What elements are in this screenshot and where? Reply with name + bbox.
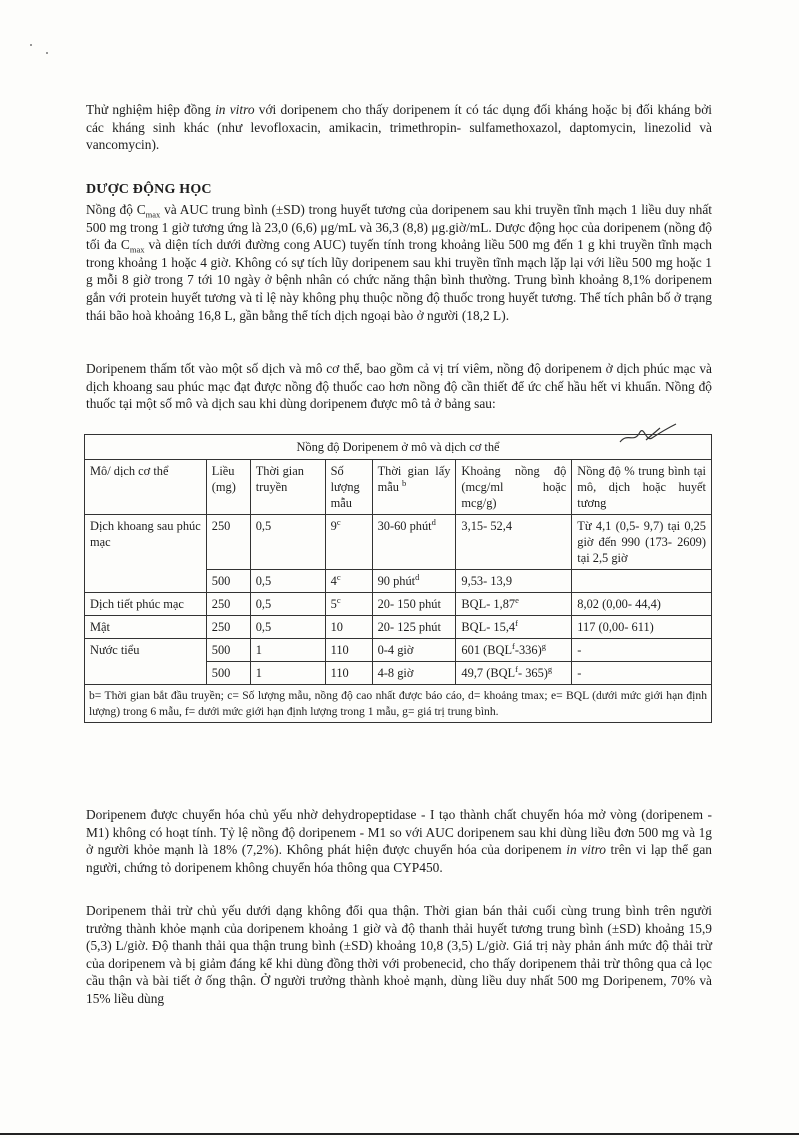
cell-mean-percent: - xyxy=(572,639,712,662)
cell-tissue: Mật xyxy=(85,616,207,639)
scan-speck xyxy=(46,52,48,54)
cell-sample-count: 9$^c$ xyxy=(325,515,372,570)
cell-infusion-time: 0,5 xyxy=(250,616,325,639)
table-row xyxy=(85,515,712,570)
tissue-concentration-table xyxy=(84,434,712,723)
cell-sampling-time: 20- 150 phút xyxy=(372,593,456,616)
cell-mean-percent: 8,02 (0,00- 44,4) xyxy=(572,593,712,616)
cell-sampling-time: 90 phút$^d$ xyxy=(372,570,456,593)
paragraph-cmax-auc: Nồng độ $C_{max}$ và AUC trung bình (±SD) trong huyết tương của doripenem sau khi truyền tĩnh mạch 1 liều duy nhất 500 mg trong 1 giờ tương ứng là 23,0 (6,6) μg/mL và 36,3 (8,8) μg.giờ/mL. Dược động học của doripenem (nồng độ tối đa $C_{max}$ và diện tích dưới đường cong AUC) tuyến tính trong khoảng liều 500 mg đến 1 g khi truyền tĩnh mạch trong khoảng 1 hoặc 4 giờ. Không có sự tích lũy doripenem sau khi truyền tĩnh mạch lặp lại với liều 500 mg hoặc 1 g mỗi 8 giờ trong 7 tới 10 ngày ở bệnh nhân có chức năng thận bình thường. Trung bình khoảng 8,1% doripenem gắn với protein huyết tương và tỉ lệ này không phụ thuộc nồng độ thuốc trong huyết tương. Thể tích phân bố ở trạng thái bão hoà khoảng 16,8 L, gần bằng thể tích dịch ngoại bào ở người (18,2 L). xyxy=(86,202,712,323)
table-row xyxy=(85,616,712,639)
header-sample-count: Số lượng mẫu xyxy=(325,460,372,515)
cell-sampling-time: 4-8 giờ xyxy=(372,662,456,685)
table-row xyxy=(85,639,712,662)
scan-speck xyxy=(30,44,32,46)
table-header-row xyxy=(85,460,712,515)
header-dose: Liều (mg) xyxy=(206,460,250,515)
cell-concentration-range: BQL- 1,87e xyxy=(456,593,572,616)
cell-sampling-time: 20- 125 phút xyxy=(372,616,456,639)
header-infusion-time: Thời gian truyền xyxy=(250,460,325,515)
header-concentration-range: Khoảng nồng độ (mcg/ml hoặc mcg/g) xyxy=(456,460,572,515)
cell-sampling-time: 30-60 phút$^d$ xyxy=(372,515,456,570)
cell-dose: 250 xyxy=(206,593,250,616)
table-row xyxy=(85,593,712,616)
cell-mean-percent: 117 (0,00- 611) xyxy=(572,616,712,639)
cell-sampling-time: 0-4 giờ xyxy=(372,639,456,662)
cell-sample-count: 110 xyxy=(325,662,372,685)
cell-dose: 500 xyxy=(206,662,250,685)
header-sampling-time: Thời gian lấy mẫu $^b$ xyxy=(372,460,456,515)
cell-concentration-range: 9,53- 13,9 xyxy=(456,570,572,593)
cell-sample-count: 5$^c$ xyxy=(325,593,372,616)
cell-sample-count: 4$^c$ xyxy=(325,570,372,593)
cell-mean-percent xyxy=(572,570,712,593)
cell-sample-count: 10 xyxy=(325,616,372,639)
table-footnote-row xyxy=(85,685,712,723)
page-bottom-rule xyxy=(0,1133,799,1135)
cell-dose: 500 xyxy=(206,570,250,593)
header-mean-percent: Nồng độ % trung bình tại mô, dịch hoặc huyết tương xyxy=(572,460,712,515)
cell-infusion-time: 1 xyxy=(250,639,325,662)
cell-infusion-time: 0,5 xyxy=(250,593,325,616)
section-heading-pharmacokinetics: DƯỢC ĐỘNG HỌC xyxy=(86,182,212,197)
cell-dose: 250 xyxy=(206,616,250,639)
table-footnote: b= Thời gian bắt đầu truyền; c= Số lượng mẫu, nồng độ cao nhất được báo cáo, d= khoảng tmax; e= BQL (dưới mức giới hạn định lượng) trong 6 mẫu, f= dưới mức giới hạn định lượng trong 1 mẫu, g= giá trị trung bình. xyxy=(85,685,712,723)
cell-tissue: Dịch tiết phúc mạc xyxy=(85,593,207,616)
cell-mean-percent: Từ 4,1 (0,5- 9,7) tại 0,25 giờ đến 990 (173- 2609) tại 2,5 giờ xyxy=(572,515,712,570)
cell-tissue: Dịch khoang sau phúc mạc xyxy=(85,515,207,593)
cell-infusion-time: 1 xyxy=(250,662,325,685)
cell-dose: 250 xyxy=(206,515,250,570)
paragraph-metabolism: Doripenem được chuyển hóa chủ yếu nhờ dehydropeptidase - I tạo thành chất chuyển hóa mở vòng (doripenem - M1) không có hoạt tính. Tỷ lệ nồng độ doripenem - M1 so với AUC doripenem sau khi dùng liều đơn 500 mg và 1g ở người khỏe mạnh là 18% (7,2%). Không phát hiện được chuyển hóa của doripenem in vitro trên vi lạp thể gan người, chứng tỏ doripenem không chuyển hóa thông qua CYP450. xyxy=(86,807,713,875)
cell-mean-percent: - xyxy=(572,662,712,685)
cell-concentration-range: BQL- 15,4$^f$ xyxy=(456,616,572,639)
cell-sample-count: 110 xyxy=(325,639,372,662)
cell-infusion-time: 0,5 xyxy=(250,515,325,570)
cell-concentration-range: 49,7 (BQL$^f$- 365)$^g$ xyxy=(456,662,572,685)
paragraph-elimination: Doripenem thải trừ chủ yếu dưới dạng không đổi qua thận. Thời gian bán thải cuối cùng trung bình trên người trưởng thành khỏe mạnh của doripenem khoảng 1 giờ và độ thanh thải huyết tương trung bình (±SD) khoảng 15,9 (5,3) L/giờ. Độ thanh thải qua thận trung bình (±SD) khoảng 10,8 (3,5) L/giờ. Giá trị này phản ánh mức độ thải trừ của doripenem và bị giảm đáng kể khi dùng đồng thời với probenecid, cho thấy doripenem thải trừ thông qua cả lọc cầu thận và bài tiết ở ống thận. Ở người trưởng thành khoẻ mạnh, dùng liều duy nhất 500 mg Doripenem, 70% và 15% liều dùng xyxy=(86,903,712,1006)
cell-dose: 500 xyxy=(206,639,250,662)
cell-tissue: Nước tiểu xyxy=(85,639,207,685)
table-caption-row xyxy=(85,435,712,460)
table-caption: Nồng độ Doripenem ở mô và dịch cơ thể xyxy=(85,435,712,460)
cell-concentration-range: 3,15- 52,4 xyxy=(456,515,572,570)
cell-infusion-time: 0,5 xyxy=(250,570,325,593)
cell-concentration-range: 601 $(BQL^f-336)^g$ xyxy=(456,639,572,662)
paragraph-tissue-penetration: Doripenem thấm tốt vào một số dịch và mô cơ thể, bao gồm cả vị trí viêm, nồng độ doripenem ở dịch phúc mạc và dịch khoang sau phúc mạc đạt được nồng độ thuốc cao hơn nồng độ cần thiết để ức chế hầu hết vi khuẩn. Nồng độ thuốc tại một số mô và dịch sau khi dùng doripenem được mô tả ở bảng sau: xyxy=(86,361,712,412)
header-tissue: Mô/ dịch cơ thể xyxy=(85,460,207,515)
paragraph-synergy: Thử nghiệm hiệp đồng in vitro với doripenem cho thấy doripenem ít có tác dụng đối kháng hoặc bị đối kháng bởi các kháng sinh khác (như levofloxacin, amikacin, trimethropin- sulfamethoxazol, daptomycin, linezolid và vancomycin). xyxy=(86,102,713,153)
